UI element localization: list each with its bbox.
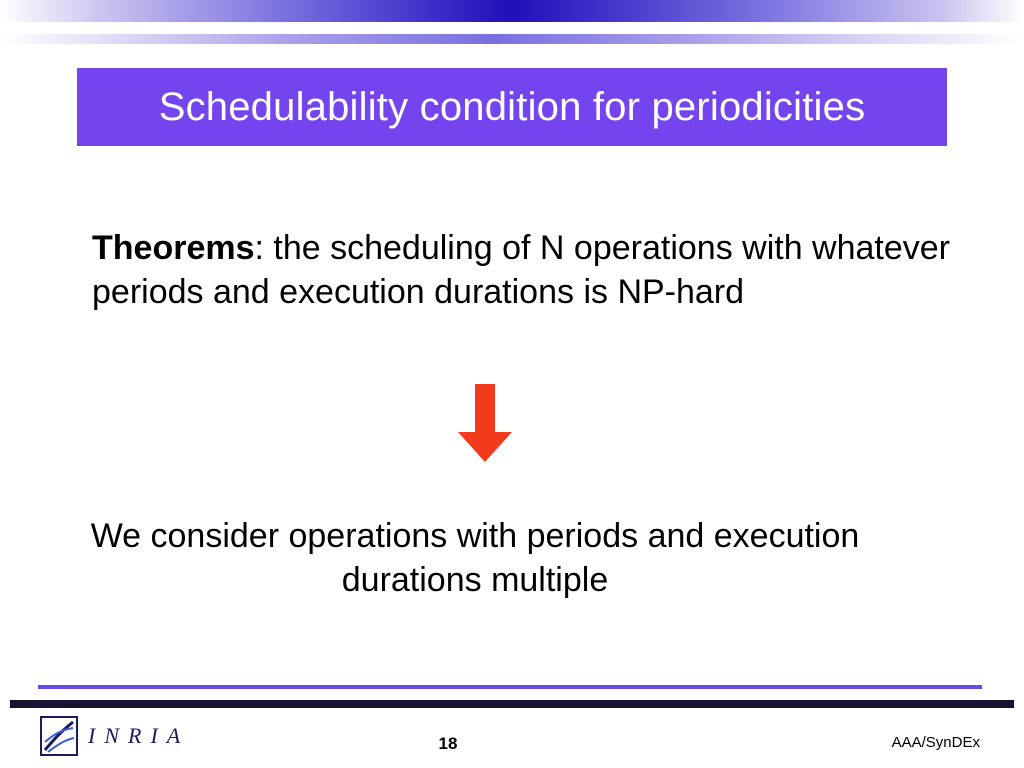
footer-divider-dark xyxy=(10,700,1014,708)
down-arrow-icon xyxy=(452,384,518,464)
theorem-label: Theorems xyxy=(92,229,255,267)
footer-divider-purple xyxy=(38,685,982,689)
theorem-paragraph xyxy=(92,226,952,314)
inria-logo-icon xyxy=(40,716,78,756)
header-gradient-stripe xyxy=(0,34,1024,44)
conclusion-text: We consider operations with periods and execution durations multiple xyxy=(90,517,860,599)
header-gradient-band xyxy=(0,0,1024,22)
page-number: 18 xyxy=(438,734,458,753)
title-bar xyxy=(77,68,947,146)
inria-logo xyxy=(40,716,189,756)
slide-title: Schedulability condition for periodicities xyxy=(158,84,866,129)
inria-wordmark: INRIA xyxy=(88,723,190,748)
footer-label: AAA/SynDEx xyxy=(891,734,980,751)
theorem-text: : the scheduling of N operations with whatever periods and execution durations is NP-hard xyxy=(92,229,951,311)
